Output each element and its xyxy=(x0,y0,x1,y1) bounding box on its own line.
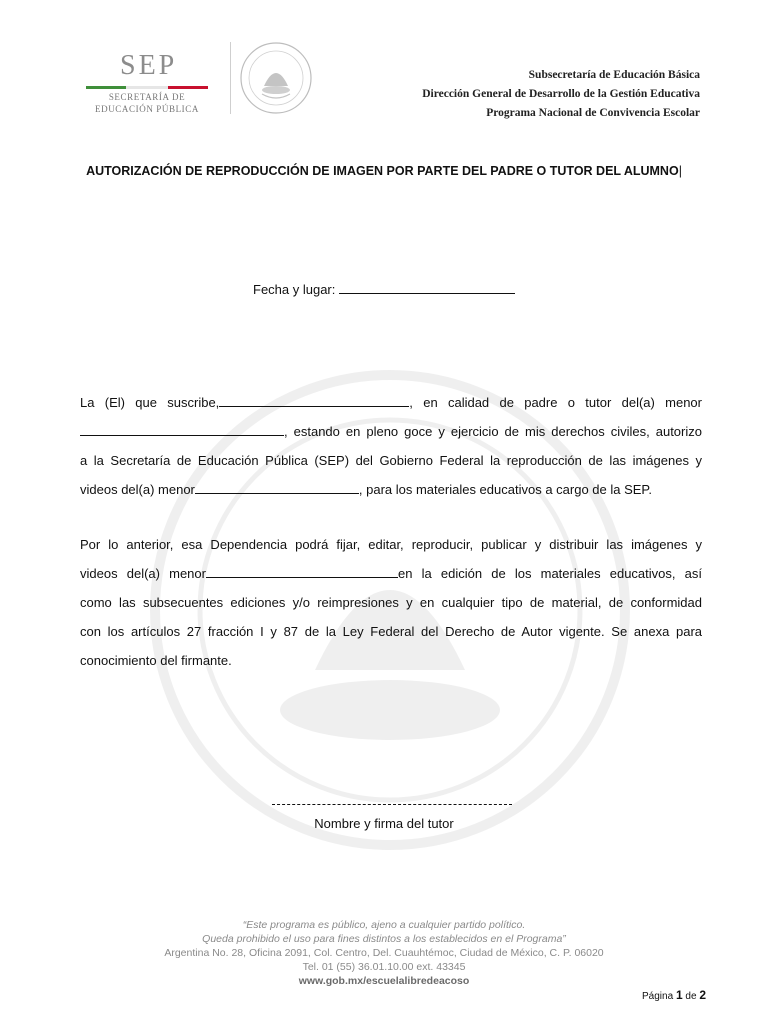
header-institution xyxy=(422,66,700,123)
footer-web-link[interactable]: www.gob.mx/escuelalibredeacoso xyxy=(298,975,470,987)
mexico-seal-icon xyxy=(238,40,314,116)
header-line-2: Dirección General de Desarrollo de la Gestión Educativa xyxy=(422,88,700,100)
sep-logo-sub2: EDUCACIÓN PÚBLICA xyxy=(95,104,199,114)
fecha-field[interactable] xyxy=(339,280,515,294)
flag-stripe-icon xyxy=(86,86,208,89)
header-line-3: Programa Nacional de Convivencia Escolar xyxy=(486,107,700,119)
page-label: Página xyxy=(642,991,674,1002)
page-of: de xyxy=(685,991,697,1002)
document-title-text: AUTORIZACIÓN DE REPRODUCCIÓN DE IMAGEN POR PARTE DEL PADRE O TUTOR DEL ALUMNO xyxy=(86,164,679,178)
footer-line-4: Tel. 01 (55) 36.01.10.00 ext. 43345 xyxy=(302,961,466,973)
paragraph-2-line-5: conocimiento del firmante. xyxy=(80,653,232,668)
menor-name-field[interactable] xyxy=(80,422,284,436)
signature-line[interactable] xyxy=(272,804,512,806)
paragraph-1-line-2: , estando en pleno goce y ejercicio de mis derechos civiles, autorizo xyxy=(80,417,702,446)
sep-logo-text: SEP xyxy=(120,50,178,81)
fecha-row xyxy=(0,280,768,297)
paragraph-2-line-3: como las subsecuentes ediciones y/o reimpresiones y en cualquier tipo de material, de conformidad xyxy=(80,595,702,610)
sep-logo xyxy=(82,40,322,120)
page-number xyxy=(642,988,706,1002)
paragraph-1-line-1: La (El) que suscribe, , en calidad de padre o tutor del(a) menor xyxy=(80,395,702,410)
menor-name-field-3[interactable] xyxy=(206,564,398,578)
paragraph-1 xyxy=(80,388,702,504)
footer-line-3: Argentina No. 28, Oficina 2091, Col. Centro, Del. Cuauhtémoc, Ciudad de México, C. P. 06020 xyxy=(164,947,604,959)
suscribe-name-field[interactable] xyxy=(219,393,409,407)
page-total: 2 xyxy=(699,988,706,1002)
paragraph-1-line-3: a la Secretaría de Educación Pública (SEP) del Gobierno Federal la reproducción de las imágenes y xyxy=(80,453,702,468)
fecha-label: Fecha y lugar: xyxy=(253,282,336,297)
signature-label: Nombre y firma del tutor xyxy=(314,816,454,831)
footer-line-1: “Este programa es público, ajeno a cualquier partido político. xyxy=(242,919,526,931)
logo-divider xyxy=(230,42,231,114)
footer-line-2: Queda prohibido el uso para fines distintos a los establecidos en el Programa” xyxy=(202,933,566,945)
document-title xyxy=(40,164,728,178)
page-footer xyxy=(0,918,768,988)
menor-name-field-2[interactable] xyxy=(195,480,359,494)
text-cursor: | xyxy=(678,164,682,178)
header-line-1: Subsecretaría de Educación Básica xyxy=(528,69,700,81)
paragraph-2-line-1: Por lo anterior, esa Dependencia podrá fijar, editar, reproducir, publicar y distribuir las imágenes y xyxy=(80,537,702,552)
paragraph-2-line-4: con los artículos 27 fracción I y 87 de la Ley Federal del Derecho de Autor vigente. Se anexa para xyxy=(80,624,702,639)
paragraph-2 xyxy=(80,530,702,675)
paragraph-2-line-2: videos del(a) menor en la edición de los materiales educativos, así xyxy=(80,566,702,581)
page-current: 1 xyxy=(675,988,683,1002)
paragraph-1-line-4: videos del(a) menor , para los materiales educativos a cargo de la SEP. xyxy=(80,482,653,497)
sep-logo-sub1: SECRETARÍA DE xyxy=(108,92,186,102)
